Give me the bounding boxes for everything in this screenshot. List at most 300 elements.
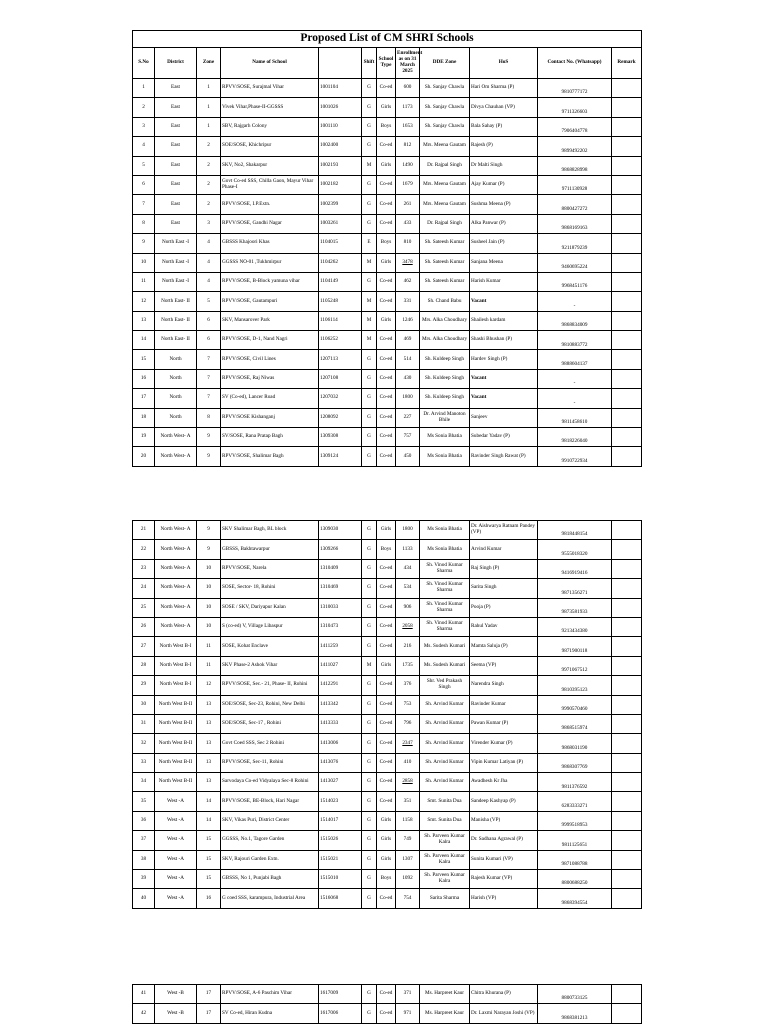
cell-district: North West- A	[155, 447, 197, 466]
cell-contact: 9711130928	[538, 175, 612, 194]
cell-school-name: SKV, Rajouri Garden Extn.	[221, 850, 319, 869]
cell-school-id: 1309308	[319, 428, 362, 447]
cell-district: West -B	[155, 985, 197, 1004]
cell-school-type: Co-ed	[377, 559, 396, 578]
cell-school-id: 1105248	[319, 292, 362, 311]
cell-dde-zone: Ms Sonia Bhatia	[420, 447, 470, 466]
col-enrollment: Enrollment as on 31 March 2025	[396, 48, 420, 79]
cell-remark	[612, 195, 642, 214]
cell-school-name: SOSE, Sector- 18, Rohini	[221, 579, 319, 598]
cell-school-type: Co-ed	[377, 369, 396, 388]
cell-school-id: 1515021	[319, 850, 362, 869]
cell-remark	[612, 447, 642, 466]
cell-school-id: 1309030	[319, 521, 362, 540]
cell-sno: 37	[133, 831, 155, 850]
cell-hos: Dr Malti Singh	[470, 156, 538, 175]
cell-school-id: 1104149	[319, 272, 362, 291]
cell-shift: G	[362, 447, 377, 466]
cell-hos: Sandeep Kashyap (P)	[470, 792, 538, 811]
cell-shift: G	[362, 792, 377, 811]
cell-district: North East- II	[155, 331, 197, 350]
cell-school-type: Co-ed	[377, 272, 396, 291]
cell-contact: 9211879239	[538, 234, 612, 253]
cell-dde-zone: Shr. Ved Prakash Singh	[420, 676, 470, 695]
cell-zone: 15	[197, 831, 221, 850]
cell-enrollment: 433	[396, 214, 420, 233]
cell-enrollment: 1490	[396, 156, 420, 175]
cell-school-name: SOSE, Kohat Enclave	[221, 637, 319, 656]
cell-zone: 4	[197, 253, 221, 272]
cell-shift: G	[362, 117, 377, 136]
cell-school-id: 1207113	[319, 350, 362, 369]
cell-dde-zone: Sh. Sanjay Chawla	[420, 98, 470, 117]
cell-hos: Alka Panwar (P)	[470, 214, 538, 233]
cell-school-id: 1002399	[319, 195, 362, 214]
cell-district: North West- A	[155, 521, 197, 540]
cell-enrollment: 261	[396, 195, 420, 214]
table-row	[133, 559, 642, 578]
cell-dde-zone: Ms. Harpreet Kaur	[420, 985, 470, 1004]
cell-hos: Pawan Kumar (P)	[470, 714, 538, 733]
cell-sno: 2	[133, 98, 155, 117]
cell-school-id: 1514017	[319, 811, 362, 830]
cell-school-type: Co-ed	[377, 734, 396, 753]
cell-enrollment: 3478	[396, 253, 420, 272]
cell-school-id: 1514023	[319, 792, 362, 811]
cell-dde-zone: Sh. Vinod Kumar Sharma	[420, 617, 470, 636]
cell-school-id: 1412291	[319, 676, 362, 695]
cell-shift: G	[362, 79, 377, 98]
cell-contact: 9968451176	[538, 272, 612, 291]
cell-school-id: 1413333	[319, 714, 362, 733]
cell-school-name: SOE/SOSE, Sec-23, Rohini, New Delhi	[221, 695, 319, 714]
cell-school-name: RPVV/SOSE, Civil Lines	[221, 350, 319, 369]
table-row	[133, 521, 642, 540]
cell-shift: G	[362, 870, 377, 889]
cell-school-name: G coed SSS, karampura, Industrial Area	[221, 889, 319, 908]
cell-dde-zone: Dr. Rajpal Singh	[420, 156, 470, 175]
cell-dde-zone: Sh. Sateesh Kumar	[420, 234, 470, 253]
cell-shift: G	[362, 695, 377, 714]
cell-contact: 8800427272	[538, 195, 612, 214]
cell-district: West -A	[155, 889, 197, 908]
cell-dde-zone: Mrs. Meena Gautam	[420, 195, 470, 214]
cell-remark	[612, 753, 642, 772]
cell-district: North West B-II	[155, 695, 197, 714]
cell-school-name: RPVV/SOSE Kishanganj	[221, 408, 319, 427]
cell-enrollment: 1246	[396, 311, 420, 330]
cell-remark	[612, 272, 642, 291]
cell-school-id: 1411027	[319, 656, 362, 675]
table-body	[133, 521, 642, 909]
table-row	[133, 137, 642, 156]
cell-zone: 2	[197, 137, 221, 156]
cell-zone: 2	[197, 195, 221, 214]
cell-enrollment: 971	[396, 1004, 420, 1023]
cell-shift: G	[362, 428, 377, 447]
table-row	[133, 985, 642, 1004]
cell-contact: 8800733125	[538, 985, 612, 1004]
table-row	[133, 850, 642, 869]
cell-shift: M	[362, 311, 377, 330]
cell-shift: G	[362, 350, 377, 369]
cell-hos: Virender Kumar (P)	[470, 734, 538, 753]
cell-hos: Harish (VP)	[470, 889, 538, 908]
cell-zone: 6	[197, 331, 221, 350]
cell-school-id: 1516068	[319, 889, 362, 908]
cell-enrollment: 371	[396, 985, 420, 1004]
cell-school-name: RPVV/SOSE, Narela	[221, 559, 319, 578]
cell-dde-zone: Sh. Vinod Kumar Sharma	[420, 579, 470, 598]
cell-dde-zone: Smt. Sunita Dua	[420, 792, 470, 811]
cell-dde-zone: Smt. Sunita Dua	[420, 811, 470, 830]
cell-district: North	[155, 369, 197, 388]
cell-school-type: Co-ed	[377, 175, 396, 194]
table-row	[133, 1004, 642, 1023]
cell-hos: Susheel Jain (P)	[470, 234, 538, 253]
cell-shift: G	[362, 195, 377, 214]
cell-dde-zone: Mrs. Alka Choudhary	[420, 331, 470, 350]
cell-zone: 9	[197, 540, 221, 559]
cell-hos: Vipin Kumar Latiyan (P)	[470, 753, 538, 772]
cell-school-id: 1413027	[319, 773, 362, 792]
cell-shift: G	[362, 889, 377, 908]
cell-contact: 9868381213	[538, 1004, 612, 1023]
cell-shift: M	[362, 156, 377, 175]
cell-remark	[612, 369, 642, 388]
cell-sno: 12	[133, 292, 155, 311]
cell-zone: 17	[197, 985, 221, 1004]
cell-remark	[612, 540, 642, 559]
table-header	[133, 48, 642, 79]
cell-school-type: Girls	[377, 521, 396, 540]
cell-sno: 5	[133, 156, 155, 175]
cell-contact: 9899492202	[538, 137, 612, 156]
cell-contact: 9971067512	[538, 656, 612, 675]
cell-school-id: 1208092	[319, 408, 362, 427]
cell-remark	[612, 773, 642, 792]
cell-school-id: 1310033	[319, 598, 362, 617]
cell-zone: 17	[197, 1004, 221, 1023]
table-row	[133, 714, 642, 733]
cell-school-type: Co-ed	[377, 331, 396, 350]
cell-district: North West B-I	[155, 637, 197, 656]
cell-zone: 10	[197, 579, 221, 598]
cell-sno: 9	[133, 234, 155, 253]
cell-zone: 7	[197, 369, 221, 388]
cell-sno: 4	[133, 137, 155, 156]
cm-shri-table-page-3	[132, 984, 642, 1024]
cell-contact: 9871088788	[538, 850, 612, 869]
cell-enrollment: 1679	[396, 175, 420, 194]
cell-remark	[612, 870, 642, 889]
cell-district: North West B-II	[155, 734, 197, 753]
cell-hos: Shashi Bhushan (P)	[470, 331, 538, 350]
cell-school-type: Boys	[377, 117, 396, 136]
cell-remark	[612, 792, 642, 811]
cell-enrollment: 2058	[396, 617, 420, 636]
cell-enrollment: 1092	[396, 870, 420, 889]
cell-hos: Shailesh kardam	[470, 311, 538, 330]
cell-enrollment: 749	[396, 831, 420, 850]
table-row	[133, 656, 642, 675]
table-row	[133, 676, 642, 695]
table-row	[133, 311, 642, 330]
cell-sno: 42	[133, 1004, 155, 1023]
cell-hos: Manisha (VP)	[470, 811, 538, 830]
col-sno: S.No	[133, 48, 155, 79]
cell-sno: 38	[133, 850, 155, 869]
col-zone: Zone	[197, 48, 221, 79]
cell-hos: Divya Chauhan (VP)	[470, 98, 538, 117]
cell-district: North East -I	[155, 272, 197, 291]
cell-contact: 9868169163	[538, 214, 612, 233]
cell-dde-zone: Sh. Sateesh Kumar	[420, 272, 470, 291]
cell-sno: 35	[133, 792, 155, 811]
cell-school-name: SOE/SOSE, Sec-17 , Rohini	[221, 714, 319, 733]
cell-shift: G	[362, 579, 377, 598]
cell-school-id: 1001026	[319, 98, 362, 117]
cell-school-name: SOSE / SKV, Dariyapur Kalan	[221, 598, 319, 617]
cell-school-type: Girls	[377, 656, 396, 675]
cell-school-name: RPVV/SOSE, B-Block yamuna vihar	[221, 272, 319, 291]
cell-remark	[612, 311, 642, 330]
cell-school-type: Co-ed	[377, 389, 396, 408]
col-shift: Shift	[362, 48, 377, 79]
cell-remark	[612, 175, 642, 194]
cell-contact: 8800688250	[538, 870, 612, 889]
cell-remark	[612, 156, 642, 175]
cell-hos: Sunita Kumari (VP)	[470, 850, 538, 869]
cell-dde-zone: Ms Sonia Bhatia	[420, 428, 470, 447]
cell-hos: Awadhesh Kr Jha	[470, 773, 538, 792]
cell-zone: 11	[197, 637, 221, 656]
cell-dde-zone: Sh. Parveen Kumar Kalra	[420, 870, 470, 889]
cell-hos: Chitra Khurana (P)	[470, 985, 538, 1004]
cell-enrollment: 2858	[396, 773, 420, 792]
cell-remark	[612, 676, 642, 695]
page-title: Proposed List of CM SHRI Schools	[133, 31, 642, 48]
cell-sno: 39	[133, 870, 155, 889]
cell-hos: Hari Om Sharma (P)	[470, 79, 538, 98]
cell-sno: 16	[133, 369, 155, 388]
cell-district: North East- II	[155, 292, 197, 311]
cm-shri-table-page-1	[132, 30, 642, 467]
cell-school-id: 1104015	[319, 234, 362, 253]
cell-zone: 10	[197, 598, 221, 617]
table-row	[133, 889, 642, 908]
cell-contact: 9868828998	[538, 156, 612, 175]
cell-shift: M	[362, 253, 377, 272]
cell-enrollment: 1800	[396, 389, 420, 408]
cell-school-name: SKV, No2, Shakarpur	[221, 156, 319, 175]
cell-hos: Seema (VP)	[470, 656, 538, 675]
cell-zone: 10	[197, 617, 221, 636]
cell-contact: 9555018320	[538, 540, 612, 559]
cell-school-type: Boys	[377, 540, 396, 559]
cell-school-type: Co-ed	[377, 714, 396, 733]
cell-sno: 40	[133, 889, 155, 908]
cell-enrollment: 1653	[396, 117, 420, 136]
cell-enrollment: 331	[396, 292, 420, 311]
cell-dde-zone: Ms. Sudesh Kumari	[420, 637, 470, 656]
table-row	[133, 811, 642, 830]
cell-school-type: Boys	[377, 870, 396, 889]
cell-sno: 21	[133, 521, 155, 540]
cell-school-name: GGSSS NO-01 ,Tukhmirpur	[221, 253, 319, 272]
cell-enrollment: 216	[396, 637, 420, 656]
table-row	[133, 98, 642, 117]
cell-contact: 9811376592	[538, 773, 612, 792]
cell-hos: Rajesh Kumar (VP)	[470, 870, 538, 889]
cell-shift: G	[362, 559, 377, 578]
cell-school-id: 1310469	[319, 579, 362, 598]
cell-school-name: RPVV/SOSE, I.P.Extn.	[221, 195, 319, 214]
cell-school-type: Girls	[377, 850, 396, 869]
cell-remark	[612, 253, 642, 272]
cell-dde-zone: Ms. Sudesh Kumari	[420, 656, 470, 675]
cell-contact: 9868394554	[538, 889, 612, 908]
cell-school-name: RPVV/SOSE, BE-Block, Hari Nagar	[221, 792, 319, 811]
cell-school-name: GBSSS, Bakhtawarpur	[221, 540, 319, 559]
table-row	[133, 214, 642, 233]
cell-contact: 9871900118	[538, 637, 612, 656]
cell-shift: G	[362, 753, 377, 772]
cell-district: North West B-II	[155, 773, 197, 792]
cell-sno: 20	[133, 447, 155, 466]
cell-zone: 1	[197, 98, 221, 117]
cell-hos: Arvind Kumar	[470, 540, 538, 559]
cell-district: West -A	[155, 792, 197, 811]
cell-contact: 7906404778	[538, 117, 612, 136]
cell-school-name: GGSSS, No.1, Tagore Garden	[221, 831, 319, 850]
cell-remark	[612, 850, 642, 869]
cell-school-name: SV (Co-ed), Lancer Road	[221, 389, 319, 408]
cell-enrollment: 754	[396, 889, 420, 908]
cell-district: North West- A	[155, 559, 197, 578]
cell-contact: 9990570460	[538, 695, 612, 714]
table-row	[133, 637, 642, 656]
cell-dde-zone: Ms Sonia Bhatia	[420, 521, 470, 540]
cell-school-id: 1106252	[319, 331, 362, 350]
cell-sno: 14	[133, 331, 155, 350]
cell-school-id: 1001104	[319, 79, 362, 98]
table-row	[133, 792, 642, 811]
cell-school-id: 1617009	[319, 985, 362, 1004]
cell-dde-zone: Sarita Sharma	[420, 889, 470, 908]
cell-school-type: Co-ed	[377, 137, 396, 156]
cell-zone: 12	[197, 676, 221, 695]
cell-hos: Subedar Yadav (P)	[470, 428, 538, 447]
col-dde-zone: DDE Zone	[420, 48, 470, 79]
cell-enrollment: 1307	[396, 850, 420, 869]
cell-zone: 13	[197, 773, 221, 792]
cell-remark	[612, 637, 642, 656]
cell-dde-zone: Sh. Chand Babu	[420, 292, 470, 311]
cell-zone: 9	[197, 447, 221, 466]
cell-dde-zone: Sh. Arvind Kumar	[420, 773, 470, 792]
cell-contact: 9868031190	[538, 734, 612, 753]
cell-district: East	[155, 156, 197, 175]
cell-school-name: SKV, Mansarover Park	[221, 311, 319, 330]
cell-school-type: Co-ed	[377, 579, 396, 598]
cell-zone: 15	[197, 850, 221, 869]
cell-enrollment: 462	[396, 272, 420, 291]
cell-enrollment: 2347	[396, 734, 420, 753]
cell-school-type: Co-ed	[377, 985, 396, 1004]
cell-contact: 9868307769	[538, 753, 612, 772]
cell-school-type: Co-ed	[377, 214, 396, 233]
cell-enrollment: 796	[396, 714, 420, 733]
cell-enrollment: 450	[396, 447, 420, 466]
table-row	[133, 428, 642, 447]
cell-school-id: 1310473	[319, 617, 362, 636]
cell-district: North West B-I	[155, 676, 197, 695]
cell-enrollment: 351	[396, 792, 420, 811]
cell-district: West -A	[155, 870, 197, 889]
cell-zone: 4	[197, 272, 221, 291]
cell-school-name: Sarvodaya Co-ed Vidyalaya Sec-8 Rohini	[221, 773, 319, 792]
cell-district: North West- A	[155, 579, 197, 598]
cell-shift: G	[362, 734, 377, 753]
cell-contact: 9818226040	[538, 428, 612, 447]
cell-school-name: SOE/SOSE, Khichripur	[221, 137, 319, 156]
cell-enrollment: 753	[396, 695, 420, 714]
cell-district: North East- II	[155, 311, 197, 330]
cell-sno: 15	[133, 350, 155, 369]
cell-sno: 27	[133, 637, 155, 656]
cell-remark	[612, 389, 642, 408]
table-row	[133, 272, 642, 291]
cell-hos: Pooja (P)	[470, 598, 538, 617]
cell-zone: 10	[197, 559, 221, 578]
cell-district: East	[155, 175, 197, 194]
table-body	[133, 79, 642, 467]
cell-school-id: 1309266	[319, 540, 362, 559]
cell-shift: E	[362, 234, 377, 253]
table-row	[133, 389, 642, 408]
cell-school-type: Girls	[377, 811, 396, 830]
cell-remark	[612, 428, 642, 447]
cell-district: North East -I	[155, 253, 197, 272]
cell-shift: G	[362, 637, 377, 656]
table-row	[133, 369, 642, 388]
table-row	[133, 540, 642, 559]
cell-shift: G	[362, 850, 377, 869]
cell-contact: 9871356271	[538, 579, 612, 598]
cell-sno: 29	[133, 676, 155, 695]
cell-dde-zone: Sh. Sanjay Chawla	[420, 79, 470, 98]
table-row	[133, 617, 642, 636]
cell-school-type: Co-ed	[377, 447, 396, 466]
cell-remark	[612, 137, 642, 156]
cell-school-type: Girls	[377, 831, 396, 850]
col-contact: Contact No. (Whatsapp)	[538, 48, 612, 79]
cell-sno: 34	[133, 773, 155, 792]
cell-enrollment: 1133	[396, 540, 420, 559]
cell-shift: G	[362, 98, 377, 117]
cell-school-name: Govt Co-ed SSS, Chilla Gaon, Mayur Vihar Phase-I	[221, 175, 319, 194]
cell-district: East	[155, 98, 197, 117]
cell-shift: G	[362, 617, 377, 636]
cell-dde-zone: Sh. Parveen Kumar Kalra	[420, 831, 470, 850]
cell-hos: Ravinder Singh Rawat (P)	[470, 447, 538, 466]
cell-school-type: Girls	[377, 253, 396, 272]
cell-sno: 33	[133, 753, 155, 772]
cell-enrollment: 810	[396, 234, 420, 253]
cell-zone: 14	[197, 811, 221, 830]
cell-enrollment: 600	[396, 79, 420, 98]
